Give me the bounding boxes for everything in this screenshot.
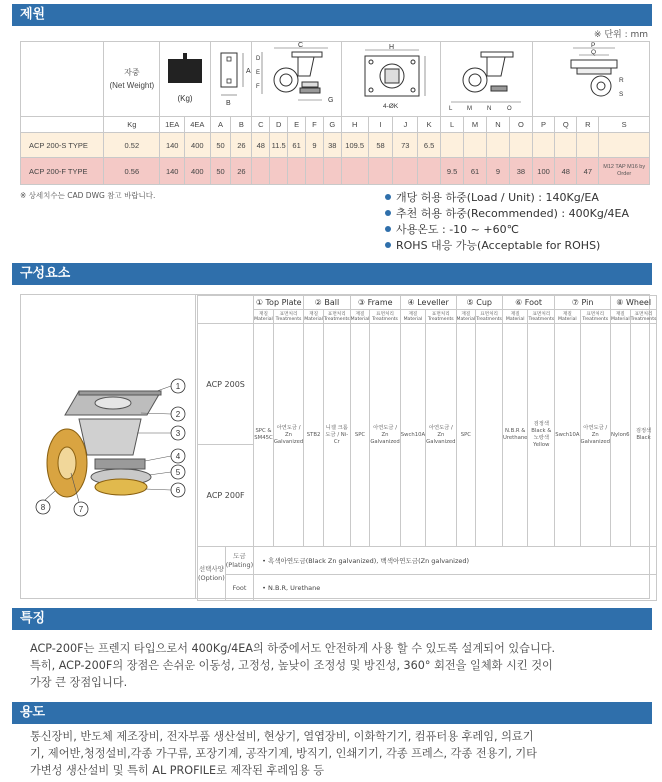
svg-text:4-ØK: 4-ØK [382,103,399,110]
usage-line: 기, 제어반,청정설비,각종 가구류, 포장기계, 공작기계, 방직기, 인쇄기기, 각종 프레스, 각종 전용기, 기타 [30,747,537,760]
spec-header-cell: I [368,117,393,133]
section-title-usage: 용도 [12,702,652,724]
svg-text:B: B [225,100,231,107]
spec-bullet-list [385,190,629,254]
f-type-front-diagram-cell [532,42,649,117]
spec-cell: 48 [555,158,577,185]
bullet-item: 추천 허용 하중(Recommended) : 400Kg/4EA [385,206,629,222]
spec-cell [509,133,532,158]
spec-cell: 9.5 [441,158,464,185]
sub-header-treatment: 표면처리 Treatments [370,310,400,324]
material-cell: STB2 [304,324,324,547]
svg-text:F: F [255,84,260,90]
svg-text:G: G [327,97,333,104]
material-cell: 검정색 Black & 노랑색 Yellow [528,324,555,547]
sub-header-material: 재질 Material [400,310,425,324]
material-cell: Swch10A [400,324,425,547]
callout-8: 8 [40,503,46,512]
sub-header-treatment: 표면처리 Treatments [476,311,502,322]
svg-text:S: S [618,91,624,98]
spec-cell: 9 [486,158,509,185]
weight-icon [162,47,208,109]
spec-header-cell: 4EA [185,117,211,133]
section-title-features: 특징 [12,608,652,630]
comp-model-s: ACP 200S [198,324,254,445]
spec-cell: 38 [323,133,341,158]
material-cell: SPC & SM45C [254,324,274,547]
svg-text:H: H [388,44,394,51]
sub-header-material: 재질 Material [456,311,476,322]
foot-label: Foot [225,575,253,601]
usage-line: 통신장비, 반도체 제조장비, 전자부품 생산설비, 현상기, 열엽장비, 이화학기기, 컴퓨터용 후레임, 의료기 [30,730,534,743]
model-name: ACP 200-S TYPE [21,133,104,158]
spec-cell [252,158,270,185]
spec-header-cell: Kg [104,117,160,133]
plating-label-cell [225,547,253,575]
spec-header-cell: D [270,117,288,133]
callout-6: 6 [175,486,181,495]
bullet-item: 개당 허용 하중(Load / Unit) : 140Kg/EA [385,190,629,206]
comp-corner-cell [198,296,254,324]
part-wheel: ⑧ Wheel [610,296,656,310]
spec-cell: 109.5 [341,133,368,158]
spec-header-cell: Q [555,117,577,133]
features-paragraph [30,640,650,691]
sub-header-treatment: 표면처리 Treatments [273,310,303,324]
weight-label: 자중 [124,68,140,77]
spec-cell [599,133,650,158]
cad-note: ※ 상세치수는 CAD DWG 참고 바랍니다. [20,191,156,200]
spec-cell: 26 [231,158,252,185]
bullet-dot-icon [385,210,391,216]
spec-cell [555,133,577,158]
f-type-side-diagram [441,42,531,114]
features-line: ACP-200F는 프렌지 타입으로서 400Kg/4EA의 하중에서도 안전하게 사용 할 수 있도록 설계되어 있습니다. [30,642,556,655]
usage-line: 가변성 생산설비 및 특히 AL PROFILE로 제작된 후레임용 등 [30,764,325,777]
spec-cell: 0.56 [104,158,160,185]
material-cell: SPC [456,324,476,547]
part-ball: ② Ball [304,296,350,310]
spec-cell [486,133,509,158]
svg-text:L: L [449,106,453,112]
spec-cell: 140 [160,133,185,158]
part-foot: ⑥ Foot [502,296,554,310]
spec-cell: 61 [464,158,487,185]
top-plate-diagram [211,45,251,111]
usage-paragraph [30,728,650,779]
svg-text:M: M [467,106,473,112]
foot-options: • N.B.R, Urethane [254,575,657,601]
sub-header-material: 재질 Material [555,310,580,324]
section-title-components: 구성요소 [12,263,652,285]
material-cell: Swch10A [555,324,580,547]
spec-header-cell: R [577,117,599,133]
svg-text:Q: Q [590,49,596,56]
sub-header-treatment: 표면처리 Treatments [528,311,555,322]
spec-cell [393,158,418,185]
spec-cell [532,133,554,158]
spec-header-cell: S [599,117,650,133]
spec-row-f-type [21,158,650,185]
spec-cell [418,158,441,185]
part-pin: ⑦ Pin [555,296,611,310]
sub-header-treatment: 표면처리 Treatments [580,310,610,324]
material-cell: 아연도금 / Zn Galvanized [273,324,303,547]
bullet-item: 사용온도 : -10 ~ +60℃ [385,222,629,238]
spec-cell [341,158,368,185]
material-cell: 아연도금 / Zn Galvanized [426,324,456,547]
top-view-diagram-cell [341,42,440,117]
material-cell [476,324,503,547]
part-frame: ③ Frame [350,296,400,310]
spec-cell: 50 [210,133,231,158]
spec-header-cell: G [323,117,341,133]
spec-cell: 38 [509,158,532,185]
sub-header-treatment: 표면처리 Treatments [426,310,456,324]
caster-illustration [21,295,196,598]
sub-header-treatment: 표면처리 Treatments [630,311,657,322]
spec-cell [464,133,487,158]
weight-icon-cell [160,42,210,117]
material-cell: Nylon6 [610,324,630,547]
spec-corner-cell [21,42,104,117]
spec-cell: 400 [185,133,211,158]
svg-text:E: E [255,70,260,76]
spec-header-cell: 1EA [160,117,185,133]
spec-header-blank [21,117,104,133]
sub-header-treatment: 표면처리 Treatments [323,311,350,322]
svg-text:R: R [618,77,624,84]
spec-cell: 9 [306,133,324,158]
option-label-en: (Option) [198,573,225,582]
spec-cell: 58 [368,133,393,158]
spec-cell: M12 TAP M16 by Order [599,158,650,185]
spec-cell: 11.5 [270,133,288,158]
components-table [197,295,657,601]
model-name: ACP 200-F TYPE [21,158,104,185]
bullet-item: ROHS 대응 가능(Acceptable for ROHS) [385,238,629,254]
features-line: 가장 큰 장점입니다. [30,676,128,689]
callout-3: 3 [175,429,181,438]
svg-text:P: P [590,42,596,49]
callout-7: 7 [78,505,84,514]
spec-header-cell: N [486,117,509,133]
svg-text:A: A [245,68,251,75]
sub-header-material: 재질 Material [254,311,273,322]
components-panel [20,294,657,599]
spec-cell [288,158,306,185]
sub-header-material: 재질 Material [502,310,527,324]
plating-label: 도금 [233,551,246,560]
spec-cell: 0.52 [104,133,160,158]
spec-cell: 47 [577,158,599,185]
features-line: 특히, ACP-200F의 장점은 손쉬운 이동성, 고정성, 높낮이 조정성 및 방진성, 360° 회전을 일체화 시킨 것이 [30,659,553,672]
option-label-cell [198,547,226,601]
callout-2: 2 [175,410,181,419]
spec-cell: 50 [210,158,231,185]
callout-5: 5 [175,468,181,477]
svg-text:D: D [255,56,260,62]
spec-cell: 140 [160,158,185,185]
top-view-diagram [343,42,439,114]
material-cell: 니켈 크롬도금 / Ni-Cr [323,324,350,547]
svg-text:O: O [507,106,513,112]
material-cell: 검정색 Black [630,324,657,547]
weight-label-en: (Net Weight) [109,81,155,90]
bullet-dot-icon [385,194,391,200]
spec-cell: 400 [185,158,211,185]
spec-header-cell: C [252,117,270,133]
spec-header-cell: L [441,117,464,133]
spec-header-cell: E [288,117,306,133]
spec-header-cell: K [418,117,441,133]
spec-cell [270,158,288,185]
spec-cell [323,158,341,185]
spec-cell [577,133,599,158]
spec-cell [441,133,464,158]
sub-header-material: 재질 Material [350,311,370,322]
spec-header-cell: O [509,117,532,133]
material-cell: 아연도금 / Zn Galvanized [580,324,610,547]
svg-text:C: C [297,42,303,49]
f-type-side-diagram-cell [441,42,533,117]
sub-header-material: 재질 Material [304,311,323,322]
bullet-dot-icon [385,226,391,232]
spec-header-cell: H [341,117,368,133]
spec-row-s-type [21,133,650,158]
kg-caption: (Kg) [177,94,193,103]
spec-header-cell: J [393,117,418,133]
svg-text:N: N [487,106,492,112]
spec-header-cell: F [306,117,324,133]
spec-cell: 73 [393,133,418,158]
caster-exploded-illustration [21,295,196,598]
spec-cell: 48 [252,133,270,158]
spec-cell: 26 [231,133,252,158]
plating-options: • 흑색아연도금(Black Zn galvanized), 백색아연도금(Zn galvanized) [254,547,657,575]
material-cell: N.B.R & Urethane [502,324,527,547]
spec-header-cell: M [464,117,487,133]
material-cell: SPC [350,324,370,547]
spec-cell: 6.5 [418,133,441,158]
s-type-side-diagram [254,42,340,114]
f-type-front-diagram [543,42,639,114]
option-label: 선택사양 [198,564,224,573]
section-title-spec: 제원 [12,4,652,26]
spec-cell: 100 [532,158,554,185]
spec-table [20,41,650,185]
material-cell: 아연도금 / Zn Galvanized [370,324,400,547]
spec-cell [368,158,393,185]
sub-header-material: 재질 Material [610,311,630,322]
weight-label-cell [104,42,160,117]
unit-note: ※ 단위 : mm [593,30,648,40]
spec-cell [306,158,324,185]
plating-label-en: (Plating) [225,560,254,569]
spec-header-cell: B [231,117,252,133]
spec-header-row [21,117,650,133]
part-cup: ⑤ Cup [456,296,502,310]
comp-model-f: ACP 200F [198,445,254,547]
callout-1: 1 [175,382,181,391]
spec-header-cell: A [210,117,231,133]
callout-4: 4 [175,452,181,461]
part-top-plate: ① Top Plate [254,296,304,310]
s-type-side-diagram-cell [252,42,341,117]
bullet-dot-icon [385,242,391,248]
part-leveller: ④ Leveller [400,296,456,310]
spec-header-cell: P [532,117,554,133]
top-plate-diagram-cell [210,42,252,117]
spec-cell: 61 [288,133,306,158]
